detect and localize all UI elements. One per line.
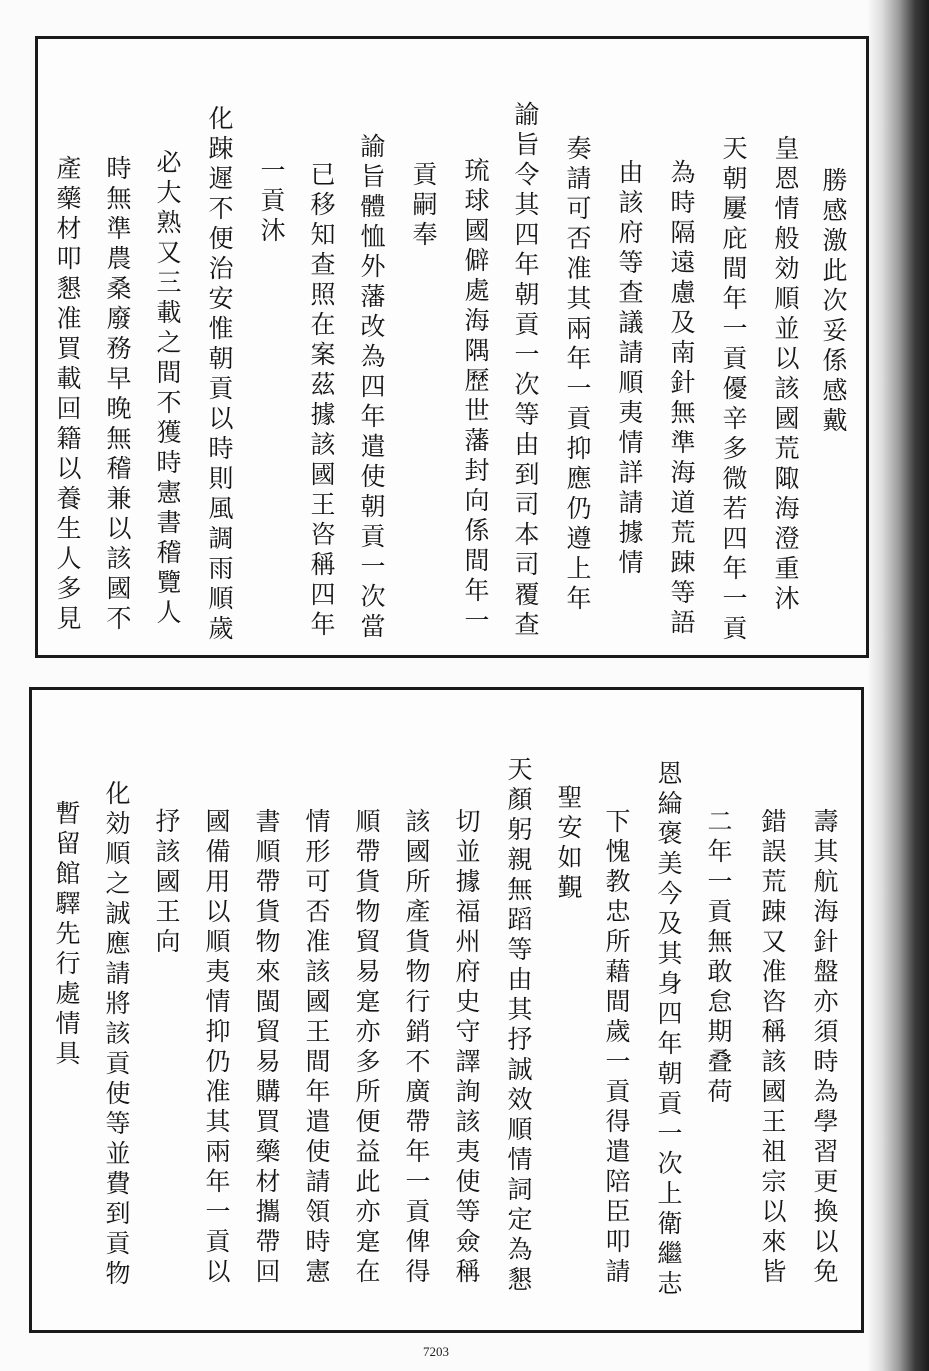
- text-column: 聖安如覲: [554, 784, 583, 904]
- text-column: 貢嗣奉: [409, 161, 438, 251]
- text-column: 產藥材叩懇准買載回籍以養生人多見: [53, 155, 82, 635]
- text-column: 二年一貢無敢怠期叠荷: [704, 808, 733, 1108]
- page-number: 7203: [423, 1344, 449, 1359]
- text-column: 國備用以順夷情抑仍准其兩年一貢以: [202, 808, 231, 1288]
- text-column: 諭旨令其四年朝貢一次等由到司本司覆查: [511, 101, 540, 641]
- text-column: 情形可否准該國王間年遣使請領時憲: [302, 808, 331, 1288]
- text-column: 已移知查照在案茲據該國王咨稱四年: [307, 161, 336, 641]
- bottom-manuscript-panel: [29, 687, 864, 1333]
- text-column: 一貢沐: [257, 157, 286, 247]
- text-column: 勝感激此次妥係感戴: [819, 167, 848, 437]
- text-column: 必大熟又三載之間不獲時憲書稽覽人: [153, 149, 182, 629]
- text-column: 天顏躬親無蹈等由其抒誠效順情詞定為懇: [504, 756, 533, 1296]
- text-column: 切並據福州府史守譯詢該夷使等僉稱: [452, 808, 481, 1288]
- text-column: 抒該國王向: [152, 808, 181, 958]
- text-column: 下愧教忠所藉間歲一貢得遣陪臣叩請: [602, 808, 631, 1288]
- book-spine-edge: [883, 0, 929, 1371]
- text-column: 天朝屢庇間年一貢優辛多微若四年一貢: [719, 135, 748, 645]
- text-column: 化効順之誠應請將該貢使等並費到貢物: [102, 780, 131, 1290]
- text-column: 錯誤荒踈又准咨稱該國王祖宗以來皆: [758, 808, 787, 1288]
- text-column: 為時隔遠慮及南針無準海道荒踈等語: [667, 159, 696, 639]
- text-column: 順帶貨物貿易寔亦多所便益此亦寔在: [352, 808, 381, 1288]
- text-column: 書順帶貨物來閩貿易購買藥材攜帶回: [252, 808, 281, 1288]
- text-column: 皇恩情般効順並以該國荒陬海澄重沐: [771, 135, 800, 615]
- text-column: 諭旨體恤外藩改為四年遣使朝貢一次當: [357, 133, 386, 643]
- text-column: 該國所產貨物行銷不廣帶年一貢俾得: [402, 808, 431, 1288]
- text-column: 琉球國僻處海隅歷世藩封向係間年一: [461, 157, 490, 637]
- text-column: 恩綸褒美今及其身四年朝貢一次上衛繼志: [654, 760, 683, 1300]
- top-manuscript-panel: [35, 36, 869, 658]
- text-column: 由該府等查議請順夷情詳請據情: [615, 159, 644, 579]
- text-column: 時無準農桑廢務早晚無稽兼以該國不: [103, 155, 132, 635]
- text-column: 化踈遲不便治安惟朝貢以時則風調雨順歲: [205, 105, 234, 645]
- page-gutter-shadow: [867, 0, 883, 1371]
- text-column: 壽其航海針盤亦須時為學習更換以免: [810, 808, 839, 1288]
- text-column: 奏請可否准其兩年一貢抑應仍遵上年: [563, 135, 592, 615]
- text-column: 暫留館驛先行處情具: [52, 800, 81, 1070]
